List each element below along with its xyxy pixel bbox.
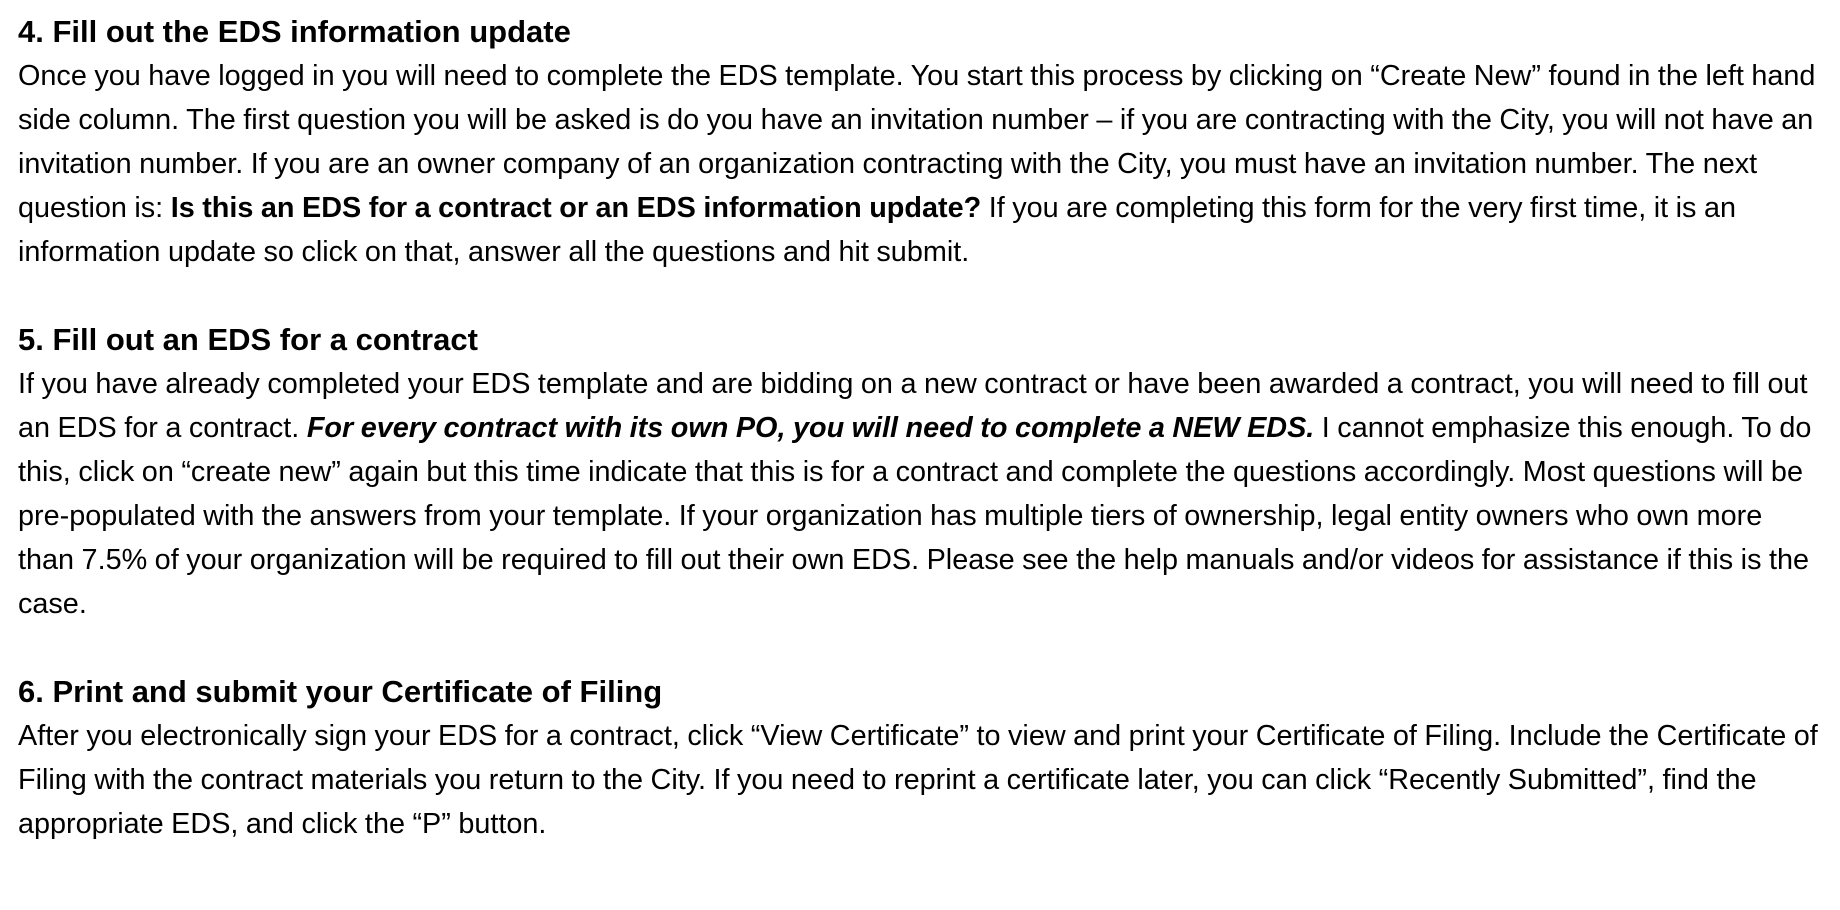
section-heading: 4. Fill out the EDS information update bbox=[18, 14, 571, 49]
section-eds-for-contract bbox=[18, 318, 1822, 626]
paragraph-text: Once you have logged in you will need to complete the EDS template. You start this process by clicking on “Create New” found in the left hand side column. The first question you will be asked is do you have an invitation number – if you are contracting with the City, you will not have an invitation number. If you are an owner company of an organization contracting with the City, you must have an invitation number. The next question is: bbox=[18, 60, 1816, 224]
paragraph-text: If you have already completed your EDS template and are bidding on a new contract or have been awarded a contract, you will need to fill out an EDS for a contract. bbox=[18, 368, 1808, 444]
section-eds-information-update bbox=[18, 10, 1822, 274]
section-heading: 5. Fill out an EDS for a contract bbox=[18, 322, 478, 357]
section-paragraph bbox=[18, 714, 1822, 846]
paragraph-text: After you electronically sign your EDS for a contract, click “View Certificate” to view and print your Certificate of Filing. Include the Certificate of Filing with the contract materials you return to the City. If you need to reprint a certificate later, you can click “Recently Submitted”, find the appropriate EDS, and click the “P” button. bbox=[18, 720, 1818, 840]
paragraph-emphasis: Is this an EDS for a contract or an EDS information update? bbox=[170, 192, 982, 224]
paragraph-text: If you are completing this form for the very first time, it is an information update so click on that, answer all the questions and hit submit. bbox=[18, 192, 1736, 268]
paragraph-text: I cannot emphasize this enough. To do this, click on “create new” again but this time indicate that this is for a contract and complete the questions accordingly. Most questions will be pre-populated with the answers from your template. If your organization has multiple tiers of ownership, legal entity owners who own more than 7.5% of your organization will be required to fill out their own EDS. Please see the help manuals and/or videos for assistance if this is the case. bbox=[18, 412, 1812, 620]
section-certificate-of-filing bbox=[18, 670, 1822, 846]
paragraph-emphasis: For every contract with its own PO, you will need to complete a NEW EDS. bbox=[306, 412, 1315, 444]
section-heading: 6. Print and submit your Certificate of Filing bbox=[18, 674, 663, 709]
section-paragraph bbox=[18, 362, 1822, 626]
section-paragraph bbox=[18, 54, 1822, 274]
